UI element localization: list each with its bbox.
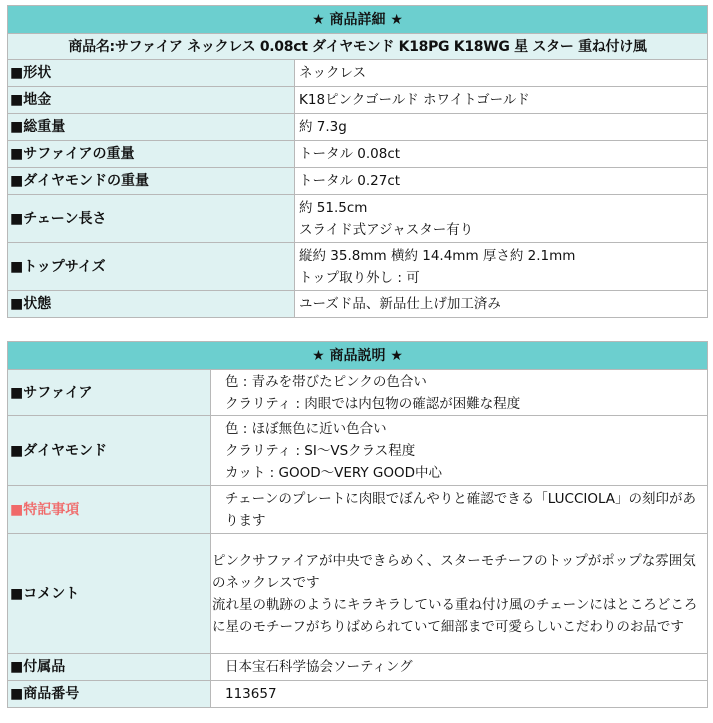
adjuster-text: スライド式アジャスター有り: [299, 221, 474, 238]
diamond-label: ■ダイヤモンド: [8, 416, 211, 486]
accessory-value: 日本宝石科学協会ソーティング: [211, 654, 708, 681]
comment-label: ■コメント: [8, 534, 211, 654]
accessory-label: ■付属品: [8, 654, 211, 681]
diamond-value: [211, 416, 708, 486]
comment-paragraph: 流れ星の軌跡のようにキラキラしている重ね付け風のチェーンにはところどころに星のモチーフがちりばめられていて細部まで可愛らしいこだわりのお品です: [212, 596, 698, 635]
chain-length-text: 約 51.5cm: [299, 199, 368, 216]
table-row: [8, 291, 708, 318]
table-row: [8, 681, 708, 708]
table-row: [8, 114, 708, 141]
table-row: [8, 370, 708, 416]
sapphire-weight-text: トータル 0.08ct: [299, 146, 401, 162]
sapphire-clarity-text: クラリティ : 肉眼では内包物の確認が困難な程度: [225, 395, 521, 412]
sapphire-weight-value: [295, 141, 708, 168]
sapphire-weight-label: ■サファイアの重量: [8, 141, 295, 168]
table-row: [8, 534, 708, 654]
comment-paragraph: ピンクサファイアが中央できらめく、スターモチーフのトップがポップな雰囲気のネックレスです: [212, 552, 696, 591]
description-header: ★ 商品説明 ★: [8, 342, 708, 370]
chain-length-value: [295, 195, 708, 243]
metal-value: [295, 87, 708, 114]
diamond-color-text: 色 : ほぼ無色に近い色合い: [225, 420, 387, 437]
condition-label: ■状態: [8, 291, 295, 318]
shape-label: ■形状: [8, 60, 295, 87]
condition-value: [295, 291, 708, 318]
total-weight-label: ■総重量: [8, 114, 295, 141]
metal-label: ■地金: [8, 87, 295, 114]
details-header: ★ 商品詳細 ★: [8, 6, 708, 34]
table-row: [8, 141, 708, 168]
item-number-value: 113657: [211, 681, 708, 708]
product-name: 商品名:サファイア ネックレス 0.08ct ダイヤモンド K18PG K18WG 星 スター 重ね付け風: [8, 34, 708, 60]
special-notes-value: チェーンのプレートに肉眼でぼんやりと確認できる「LUCCIOLA」の刻印があります: [211, 486, 708, 534]
metal-value-text: K18ピンクゴールド ホワイトゴールド: [299, 92, 530, 108]
diamond-weight-text: トータル 0.27ct: [299, 173, 401, 189]
condition-text: ユーズド品、新品仕上げ加工済み: [299, 296, 501, 312]
total-weight-value: [295, 114, 708, 141]
table-row: [8, 60, 708, 87]
table-row: [8, 486, 708, 534]
table-row: [8, 195, 708, 243]
comment-value: [211, 534, 708, 654]
special-notes-label: ■特記事項: [8, 486, 211, 534]
table-row: [8, 416, 708, 486]
diamond-cut-text: カット : GOOD〜VERY GOOD中心: [225, 464, 443, 481]
top-size-label: ■トップサイズ: [8, 243, 295, 291]
top-size-value: [295, 243, 708, 291]
shape-value: [295, 60, 708, 87]
total-weight-text: 約 7.3g: [299, 119, 347, 135]
sapphire-label: ■サファイア: [8, 370, 211, 416]
diamond-weight-value: [295, 168, 708, 195]
chain-length-label: ■チェーン長さ: [8, 195, 295, 243]
shape-value-text: ネックレス: [299, 65, 367, 81]
sapphire-value: [211, 370, 708, 416]
top-size-text: 縦約 35.8mm 横約 14.4mm 厚さ約 2.1mm: [299, 247, 576, 264]
product-details-table: [7, 5, 708, 318]
table-row: [8, 87, 708, 114]
sapphire-color-text: 色 : 青みを帯びたピンクの色合い: [225, 373, 427, 390]
top-removable-text: トップ取り外し : 可: [299, 269, 420, 286]
item-number-label: ■商品番号: [8, 681, 211, 708]
table-row: [8, 654, 708, 681]
diamond-clarity-text: クラリティ : SI〜VSクラス程度: [225, 442, 416, 459]
table-row: [8, 168, 708, 195]
diamond-weight-label: ■ダイヤモンドの重量: [8, 168, 295, 195]
product-description-table: [7, 341, 708, 708]
table-row: [8, 243, 708, 291]
